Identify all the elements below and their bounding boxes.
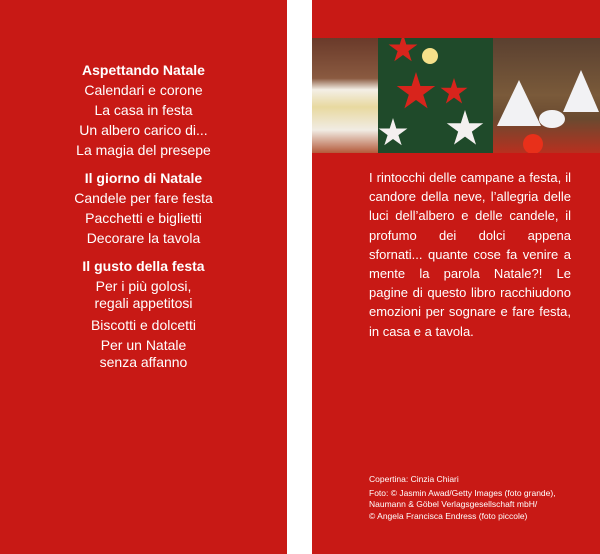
cover-credit: Copertina: Cinzia Chiari	[369, 474, 459, 484]
apple-icon	[523, 134, 543, 153]
ornament-star-icon	[378, 118, 408, 148]
toc-item: Per un Natale senza affanno	[99, 337, 188, 370]
christmas-photo-strip	[312, 38, 600, 153]
book-description	[369, 168, 571, 341]
toc-item: Biscotti e dolcetti	[90, 317, 197, 333]
toc-section-title: Il giorno di Natale	[84, 170, 203, 186]
toc-item: La magia del presepe	[76, 142, 211, 158]
photo-credits	[369, 474, 599, 522]
toc-item: Calendari e corone	[84, 82, 203, 98]
baby-figure-icon	[539, 110, 565, 128]
nativity-figure-icon	[497, 80, 541, 126]
ornament-star-icon	[440, 78, 468, 106]
photo-ornaments	[378, 38, 493, 153]
toc-item: Pacchetti e biglietti	[85, 210, 202, 226]
description-text: I rintocchi delle campane a festa, il candore della neve, l’allegria delle luci dell’albero e delle candele, il profumo dei dolci appena sfornati... quante cose fa venire a mente la parola Natale?! Le pagine di questo libro racchiudono emozioni per sognare e fare festa, in casa e a tavola.	[369, 170, 571, 339]
right-flap	[312, 0, 600, 554]
photo-pasta-box	[312, 38, 378, 153]
photo-credit-line: Foto: © Jasmin Awad/Getty Images (foto grande),	[369, 487, 556, 498]
ornament-star-icon	[446, 110, 484, 148]
toc-section-title: Aspettando Natale	[82, 62, 205, 78]
left-flap-contents	[0, 0, 287, 554]
toc-item: Un albero carico di...	[79, 122, 208, 138]
photo-nativity	[493, 38, 600, 153]
nativity-figure-icon	[563, 70, 599, 112]
toc-item: Candele per fare festa	[74, 190, 213, 206]
toc-section-title: Il gusto della festa	[82, 258, 205, 274]
candle-light-icon	[422, 48, 438, 64]
toc-item: La casa in festa	[94, 102, 193, 118]
table-of-contents	[0, 60, 287, 374]
ornament-star-icon	[396, 72, 436, 112]
photo-credit-line: © Angela Francisca Endress (foto piccole)	[369, 510, 528, 521]
toc-item: Per i più golosi, regali appetitosi	[94, 278, 193, 311]
photo-credit-line: Naumann & Göbel Verlagsgesellschaft mbH/	[369, 499, 538, 509]
toc-item: Decorare la tavola	[86, 230, 201, 246]
ornament-star-icon	[388, 38, 418, 64]
